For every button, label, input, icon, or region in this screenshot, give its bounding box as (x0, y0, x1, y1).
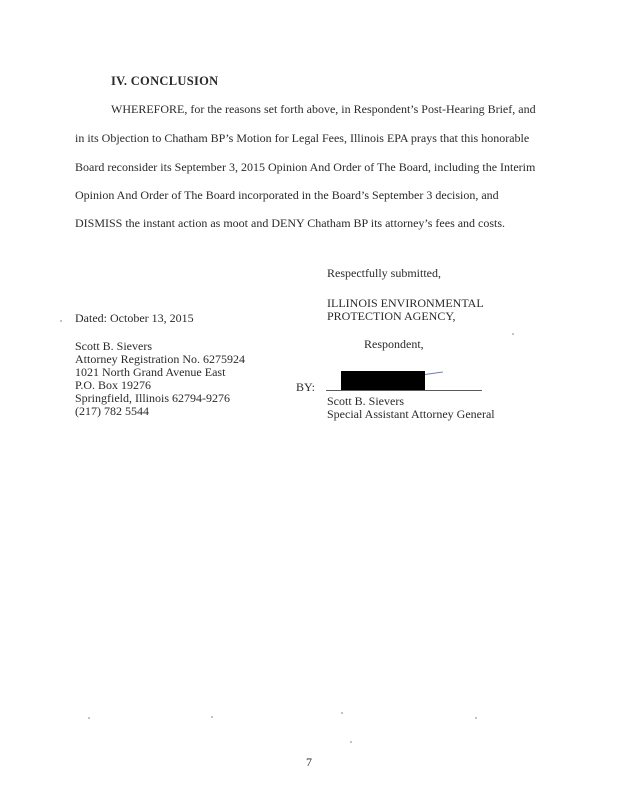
paragraph-line: in its Objection to Chatham BP’s Motion for Legal Fees, Illinois EPA prays that this honorable (75, 131, 530, 145)
scan-speck (475, 717, 477, 719)
scan-speck (60, 320, 62, 322)
respectfully-submitted: Respectfully submitted, (327, 266, 441, 280)
scan-speck (211, 716, 213, 718)
agency-name-line: PROTECTION AGENCY, (327, 309, 456, 323)
dated-line: Dated: October 13, 2015 (75, 311, 194, 325)
paragraph-line: DISMISS the instant action as moot and DENY Chatham BP its attorney’s fees and costs. (75, 216, 506, 230)
scan-speck (88, 717, 90, 719)
address-city: Springfield, Illinois 62794-9276 (75, 391, 230, 405)
scan-speck (350, 741, 352, 743)
paragraph-line: Board reconsider its September 3, 2015 Opinion And Order of The Board, including the Interim (75, 160, 536, 174)
signer-title: Special Assistant Attorney General (327, 407, 495, 421)
attorney-name: Scott B. Sievers (75, 339, 152, 353)
paragraph-line: Opinion And Order of The Board incorporated in the Board’s September 3 decision, and (75, 188, 499, 202)
scan-speck (512, 333, 514, 335)
address-po-box: P.O. Box 19276 (75, 378, 152, 392)
page-number: 7 (306, 755, 312, 769)
scan-speck (341, 712, 343, 714)
paragraph-line: WHEREFORE, for the reasons set forth above, in Respondent’s Post-Hearing Brief, and (111, 102, 536, 116)
attorney-phone: (217) 782 5544 (75, 404, 149, 418)
signature-stroke (425, 371, 443, 374)
attorney-registration: Attorney Registration No. 6275924 (75, 352, 245, 366)
address-street: 1021 North Grand Avenue East (75, 365, 226, 379)
agency-name-line: ILLINOIS ENVIRONMENTAL (327, 296, 484, 310)
section-heading: IV. CONCLUSION (111, 74, 219, 88)
signature-line (326, 390, 482, 391)
respondent-label: Respondent, (364, 337, 424, 351)
redacted-signature (341, 371, 425, 391)
by-label: BY: (296, 380, 315, 394)
signer-name: Scott B. Sievers (327, 394, 404, 408)
